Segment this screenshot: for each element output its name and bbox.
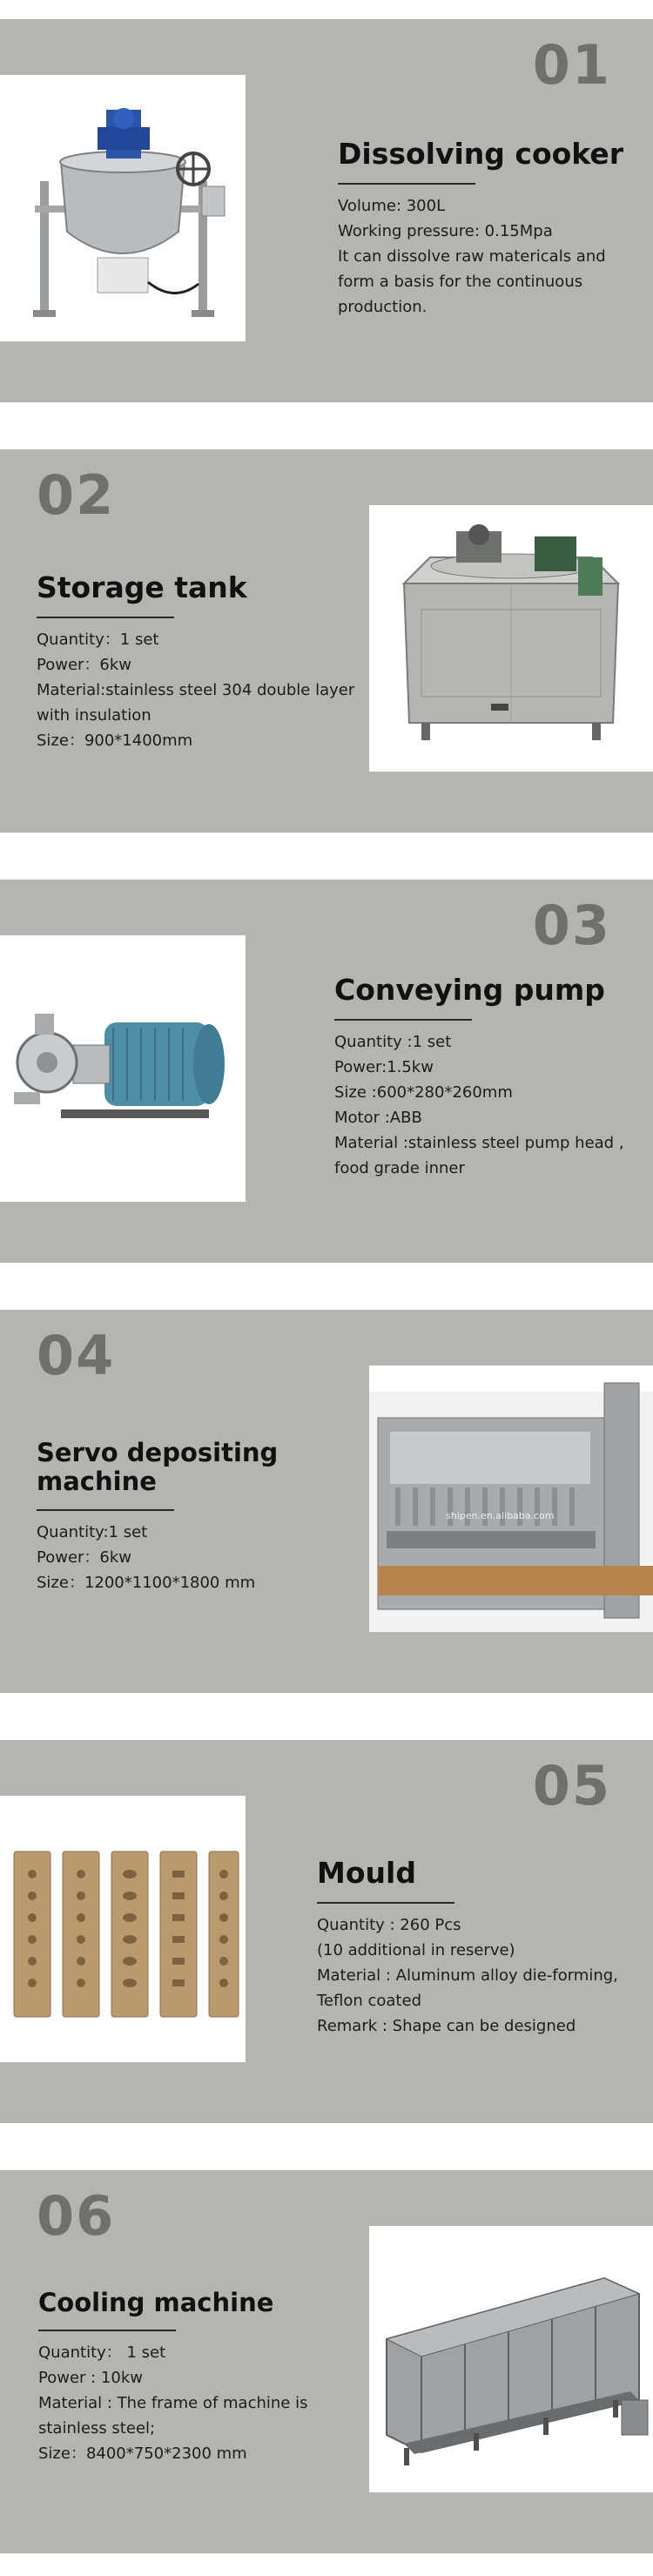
spec-size: Size：900*1400mm: [37, 731, 193, 750]
spec-size: Size :600*280*260mm: [334, 1082, 513, 1102]
spec-list: [334, 1029, 639, 1181]
title-divider: [37, 1509, 174, 1511]
spec-power: Power：6kw: [37, 1548, 132, 1567]
section-number: 03: [532, 894, 611, 957]
spec-list: [37, 1520, 350, 1595]
spec-list: [338, 193, 634, 320]
section-dissolving-cooker: [0, 19, 653, 402]
storage-tank-image: [369, 505, 653, 772]
spec-list: [37, 627, 367, 753]
title-divider: [317, 1902, 454, 1904]
section-number: 02: [37, 463, 116, 527]
spec-power: Power：6kw: [37, 655, 132, 674]
section-title: Servo depositing machine: [37, 1438, 279, 1497]
section-title: Dissolving cooker: [338, 137, 624, 171]
spec-quantity: Quantity：1 set: [37, 630, 159, 649]
conveying-pump-illustration: [0, 935, 246, 1202]
section-number: 01: [532, 33, 611, 97]
mould-text: [317, 1857, 648, 2039]
spec-motor: Motor :ABB: [334, 1108, 422, 1127]
title-divider: [37, 617, 174, 618]
servo-depositing-machine-image: [369, 1366, 653, 1632]
title-divider: [334, 1019, 472, 1021]
spec-material: Material:stainless steel 304 double layer with insulation: [37, 680, 355, 725]
dissolving-cooker-illustration: [0, 75, 246, 341]
mould-image: [0, 1796, 246, 2062]
cooling-machine-image: [369, 2226, 653, 2492]
spec-remark: Remark : Shape can be designed: [317, 2016, 576, 2035]
section-title: Conveying pump: [334, 973, 605, 1007]
dissolving-cooker-text: [338, 138, 634, 320]
spec-list: [317, 1912, 648, 2039]
section-conveying-pump: [0, 880, 653, 1263]
spec-quantity: Quantity : 260 Pcs (10 additional in reserve): [317, 1915, 515, 1959]
section-number: 06: [37, 2184, 116, 2248]
title-divider: [338, 183, 475, 185]
section-mould: [0, 1740, 653, 2123]
section-cooling-machine: [0, 2170, 653, 2553]
spec-quantity: Quantity :1 set: [334, 1032, 452, 1051]
mould-illustration: [0, 1796, 246, 2062]
spec-quantity: Quantity： 1 set: [38, 2343, 166, 2363]
section-storage-tank: [0, 449, 653, 833]
spec-pressure: Working pressure: 0.15Mpa: [338, 221, 553, 240]
section-number: 05: [532, 1754, 611, 1817]
spec-description: It can dissolve raw matericals and form a basis for the continuous production.: [338, 246, 606, 316]
spec-list: [38, 2340, 369, 2466]
servo-depositing-machine-text: [37, 1439, 350, 1595]
section-title: Mould: [317, 1856, 416, 1890]
storage-tank-illustration: [369, 505, 653, 772]
spec-quantity: Quantity:1 set: [37, 1522, 148, 1541]
cooling-machine-illustration: [369, 2226, 653, 2492]
title-divider: [38, 2330, 176, 2331]
section-number: 04: [37, 1324, 116, 1387]
spec-material: Material : Aluminum alloy die-forming, Teflon coated: [317, 1966, 618, 2010]
spec-volume: Volume: 300L: [338, 196, 446, 215]
conveying-pump-text: [334, 974, 639, 1181]
section-title: Cooling machine: [38, 2288, 274, 2317]
image-watermark: shipen.en.alibaba.com: [446, 1510, 555, 1521]
dissolving-cooker-image: [0, 75, 246, 341]
spec-power: Power : 10kw: [38, 2369, 143, 2388]
storage-tank-text: [37, 571, 367, 753]
spec-size: Size：8400*750*2300 mm: [38, 2445, 247, 2464]
spec-material: Material :stainless steel pump head , food grade inner: [334, 1133, 624, 1177]
section-title: Storage tank: [37, 570, 247, 604]
spec-size: Size：1200*1100*1800 mm: [37, 1573, 256, 1592]
cooling-machine-text: [38, 2289, 369, 2466]
section-servo-depositing-machine: [0, 1310, 653, 1693]
conveying-pump-image: [0, 935, 246, 1202]
servo-depositing-machine-illustration: [369, 1366, 653, 1632]
spec-power: Power:1.5kw: [334, 1057, 434, 1076]
spec-material: Material : The frame of machine is stainless steel;: [38, 2394, 308, 2438]
